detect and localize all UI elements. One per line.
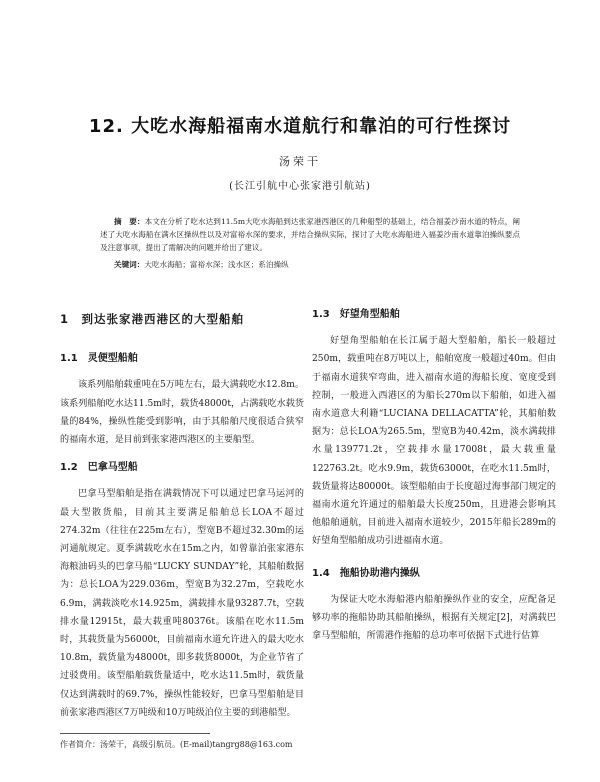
left-column <box>60 292 304 782</box>
subsection-heading: 1.1 灵便型船舶 <box>60 353 138 365</box>
subsection-heading: 1.3 好望角型船舶 <box>312 309 400 320</box>
keywords-text: 大吃水海船；富裕水深；浅水区；系泊操纵 <box>144 260 289 269</box>
paragraph: 为保证大吃水海船港内船舶操纵作业的安全，应配备足够功率的拖船协助其船舶操纵，根据有关规定[2]，对满载巴拿马型船舶，所需港作拖船的总功率可依据下式进行估算 <box>312 594 556 642</box>
keywords-label: 关键词： <box>114 260 145 269</box>
paragraph: 巴拿马型船舶是指在满载情况下可以通过巴拿马运河的最大型散货船，目前其主要满足船舶总长LOA不超过274.32m（往往在225m左右），型宽B不超过32.30m的运河通航规定。夏季满载吃水在15m之内，如曾靠泊张家港东海粮油码头的巴拿马船“LUCKY SUNDAY”轮，其船舶数据为：总长LOA为229.036m，型宽B为32.27m，空载吃水6.9m，满载淡吃水14.925m，满载排水量93287.7t，空载排水量12915t，最大载重吨80376t。该船在吃水11.5m时，其载货量为56000t，目前福南水道允许进入的最大吃水10.8m，载货量为48000t，即多载货8000t，为企业节省了过驳费用。该型船舶载货量适中，吃水达11.5m时，载货量仅达到满载时的69.7%，操纵性能较好，巴拿马型船舶是目前张家港西港区7万吨级和10万吨级泊位主要的到港船型。 <box>60 489 304 718</box>
footnote-divider <box>60 733 210 734</box>
affiliation: (长江引航中心张家港引航站) <box>229 181 371 192</box>
abstract-label: 摘 要： <box>114 217 145 226</box>
paragraph: 好望角型船舶在长江属于超大型船舶，船长一般超过250m，载重吨在8万吨以上，船舶宽度一般超过40m。但由于福南水道狭窄弯曲，进入福南水道的海船长度、宽度受到控制，一般进入西港区的为船长270m以下船舶，如进入福南水道意大利籍“LUCIANA DELLACATTA”轮，其船舶数据为：总长LOA为265.5m，型宽B为40.42m，淡水满载排水量139771.2t，空载排水量17008t，最大载重量122763.2t。吃水9.9m，载货63000t，在吃水11.5m时，载货量将达80000t。该型船舶由于长度超过海事部门规定的福南水道允许通过的船舶最大长度250m，且进港会影响其他船舶通航，目前进入福南水道较少，2015年船长289m的好望角型船舶成功引进福南水道。 <box>312 336 556 547</box>
paper-title: 12. 大吃水海船福南水道航行和靠泊的可行性探讨 <box>88 116 512 137</box>
section-heading: 1 到达张家港西港区的大型船舶 <box>60 312 244 326</box>
right-column <box>312 292 556 645</box>
subsection-heading: 1.4 拖船协助港内操纵 <box>312 567 420 579</box>
abstract-text: 本文在分析了吃水达到11.5m大吃水海船到达张家港西港区的几种船型的基础上，结合福姜沙南水道的特点，阐述了大吃水海船在满水区操纵性以及对富裕水深的要求，并结合操纵实际，探讨了大吃水海船进入福姜沙南水道靠泊操纵要点及注意事项，提出了需解决的问题并给出了建议。 <box>100 217 521 252</box>
author: 汤荣干 <box>279 155 321 168</box>
subsection-heading: 1.2 巴拿马型船 <box>60 462 138 474</box>
abstract <box>100 215 520 271</box>
author-footnote: 作者简介：汤荣干，高级引航员。(E-mail)tangrg88@163.com <box>60 740 293 749</box>
paragraph: 该系列船舶载重吨在5万吨左右，最大满载吃水12.8m。该系列船舶吃水达11.5m时，载货48000t，占满载吃水载货量的84%，操纵性能受到影响，由于其船舶尺度很适合狭窄的福南水道，是目前到张家港西港区的主要船型。 <box>60 380 304 446</box>
